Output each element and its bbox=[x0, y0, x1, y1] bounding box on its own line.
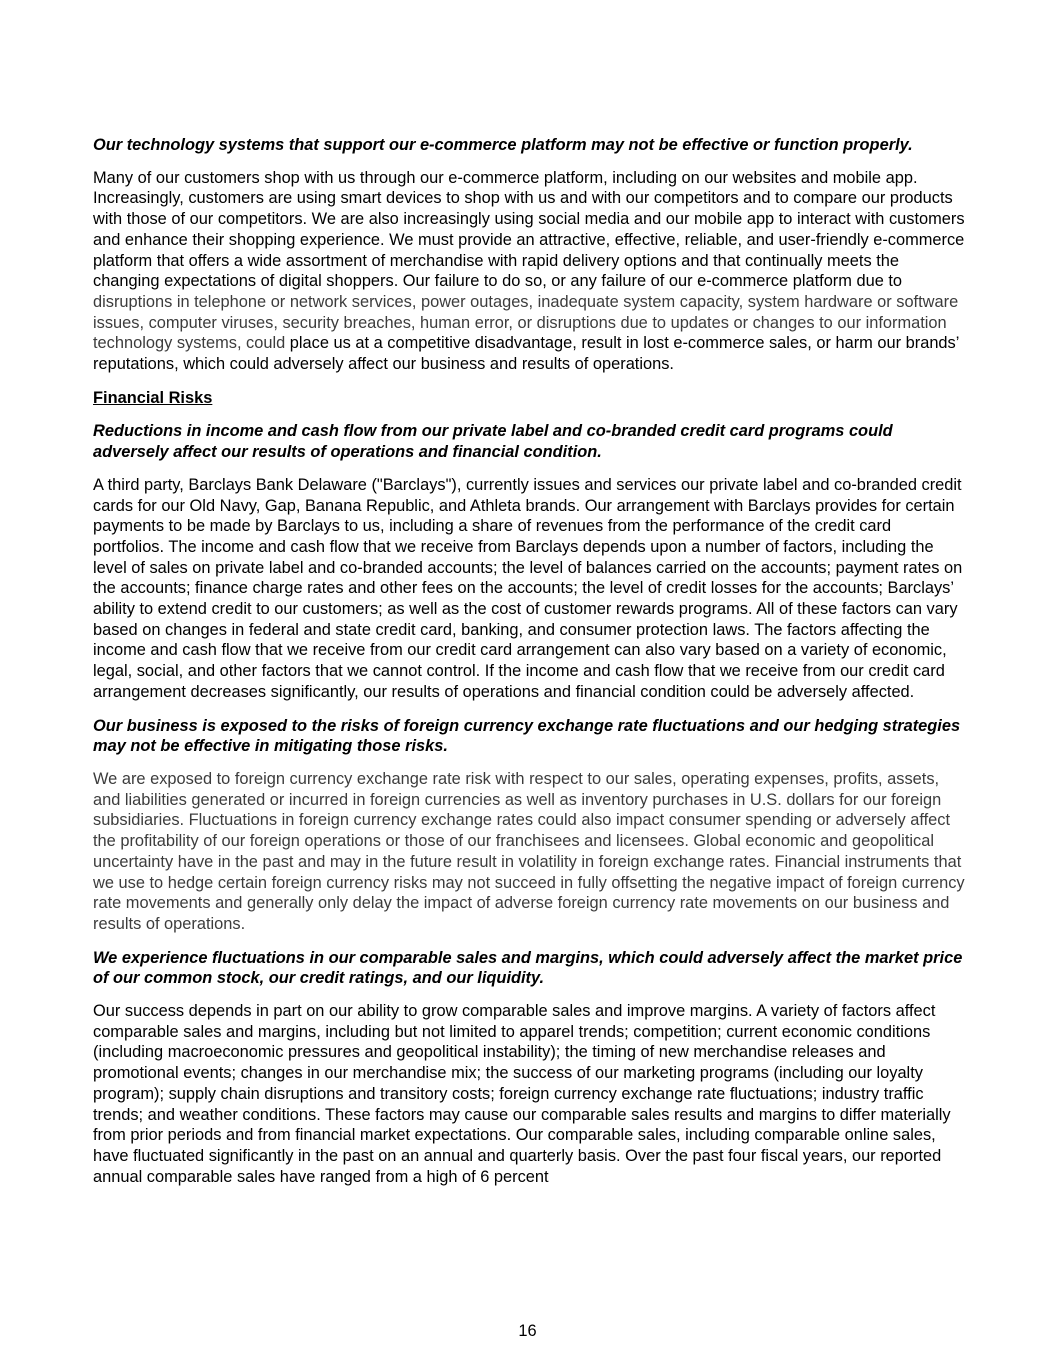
section-body-comparable-sales: Our success depends in part on our ability to grow comparable sales and improve margins. A variety of factors affect comparable sales and margins, including but not limited to apparel trends; competition; current economic conditions (including macroeconomic pressures and geopolitical instability); the timing of new merchandise releases and promotional events; changes in our merchandise mix; the success of our marketing programs (including our loyalty program); supply chain disruptions and transitory costs; foreign currency exchange rate fluctuations; industry traffic trends; and weather conditions. These factors may cause our comparable sales results and margins to differ materially from prior periods and from financial market expectations. Our comparable sales, including comparable online sales, have fluctuated significantly in the past on an annual and quarterly basis. Over the past four fiscal years, our reported annual comparable sales have ranged from a high of 6 percent bbox=[93, 1002, 951, 1186]
section-body-credit-card: A third party, Barclays Bank Delaware ("Barclays"), currently issues and services our private label and co-branded credit cards for our Old Navy, Gap, Banana Republic, and Athleta brands. Our arrangement with Barclays provides for certain payments to be made by Barclays to us, including a share of revenues from the performance of the credit card portfolios. The income and cash flow that we receive from Barclays depends upon a number of factors, including the level of sales on private label and co-branded accounts; the level of balances carried on the accounts; payment rates on the accounts; finance charge rates and other fees on the accounts; the level of credit losses for the accounts; Barclays’ ability to extend credit to our customers; as well as the cost of customer rewards programs. All of these factors can vary based on changes in federal and state credit card, banking, and consumer protection laws. The factors affecting the income and cash flow that we receive from our credit card arrangement can also vary based on a variety of economic, legal, social, and other factors that we cannot control. If the income and cash flow that we receive from our credit card arrangement decreases significantly, our results of operations and financial condition could be adversely affected. bbox=[93, 475, 963, 701]
section-body-ecommerce bbox=[93, 168, 965, 375]
section-heading-ecommerce: Our technology systems that support our e-commerce platform may not be effective or function properly. bbox=[93, 136, 913, 154]
document-page bbox=[93, 135, 965, 1200]
section-heading-comparable-sales: We experience fluctuations in our comparable sales and margins, which could adversely affect the market price of our common stock, our credit ratings, and our liquidity. bbox=[93, 948, 963, 988]
ecommerce-body-text-3: place us at a competitive disadvantage, result in lost e-commerce sales, or harm our brands’ reputations, which could adversely affect our business and results of operations. bbox=[93, 334, 959, 374]
section-heading-credit-card: Reductions in income and cash flow from our private label and co-branded credit card programs could adversely affect our results of operations and financial condition. bbox=[93, 422, 893, 462]
section-heading-foreign-currency: Our business is exposed to the risks of foreign currency exchange rate fluctuations and our hedging strategies may not be effective in mitigating those risks. bbox=[93, 716, 961, 756]
page-number: 16 bbox=[518, 1322, 537, 1340]
section-title-financial-risks: Financial Risks bbox=[93, 388, 213, 407]
section-body-foreign-currency: We are exposed to foreign currency exchange rate risk with respect to our sales, operating expenses, profits, assets, and liabilities generated or incurred in foreign currencies as well as inventory purchases in U.S. dollars for our foreign subsidiaries. Fluctuations in foreign currency exchange rates could also impact consumer spending or adversely affect the profitability of our foreign operations or those of our franchisees and licensees. Global economic and geopolitical uncertainty have in the past and may in the future result in volatility in foreign exchange rates. Financial instruments that we use to hedge certain foreign currency risks may not succeed in fully offsetting the negative impact of foreign currency rate movements and generally only delay the impact of adverse foreign currency rate movements on our business and results of operations. bbox=[93, 769, 965, 933]
ecommerce-body-text-1: Many of our customers shop with us through our e-commerce platform, including on our websites and mobile app. Increasingly, customers are using smart devices to shop with us and with our competitors and to compare our products with those of our competitors. We are also increasingly using social media and our mobile app to interact with customers and enhance their shopping experience. We must provide an attractive, effective, reliable, and user-friendly e-commerce platform that offers a wide assortment of merchandise with rapid delivery options and that continually meets the changing expectations of digital shoppers. Our failure to do so, or any failure of our e-commerce platform due to bbox=[93, 168, 965, 291]
ecommerce-body-text-2: disruptions in telephone or network services, power outages, inadequate system capacity, system hardware or software issues, computer viruses, security breaches, human error, or disruptions due to updates or changes to our information technology systems, could bbox=[93, 292, 959, 353]
